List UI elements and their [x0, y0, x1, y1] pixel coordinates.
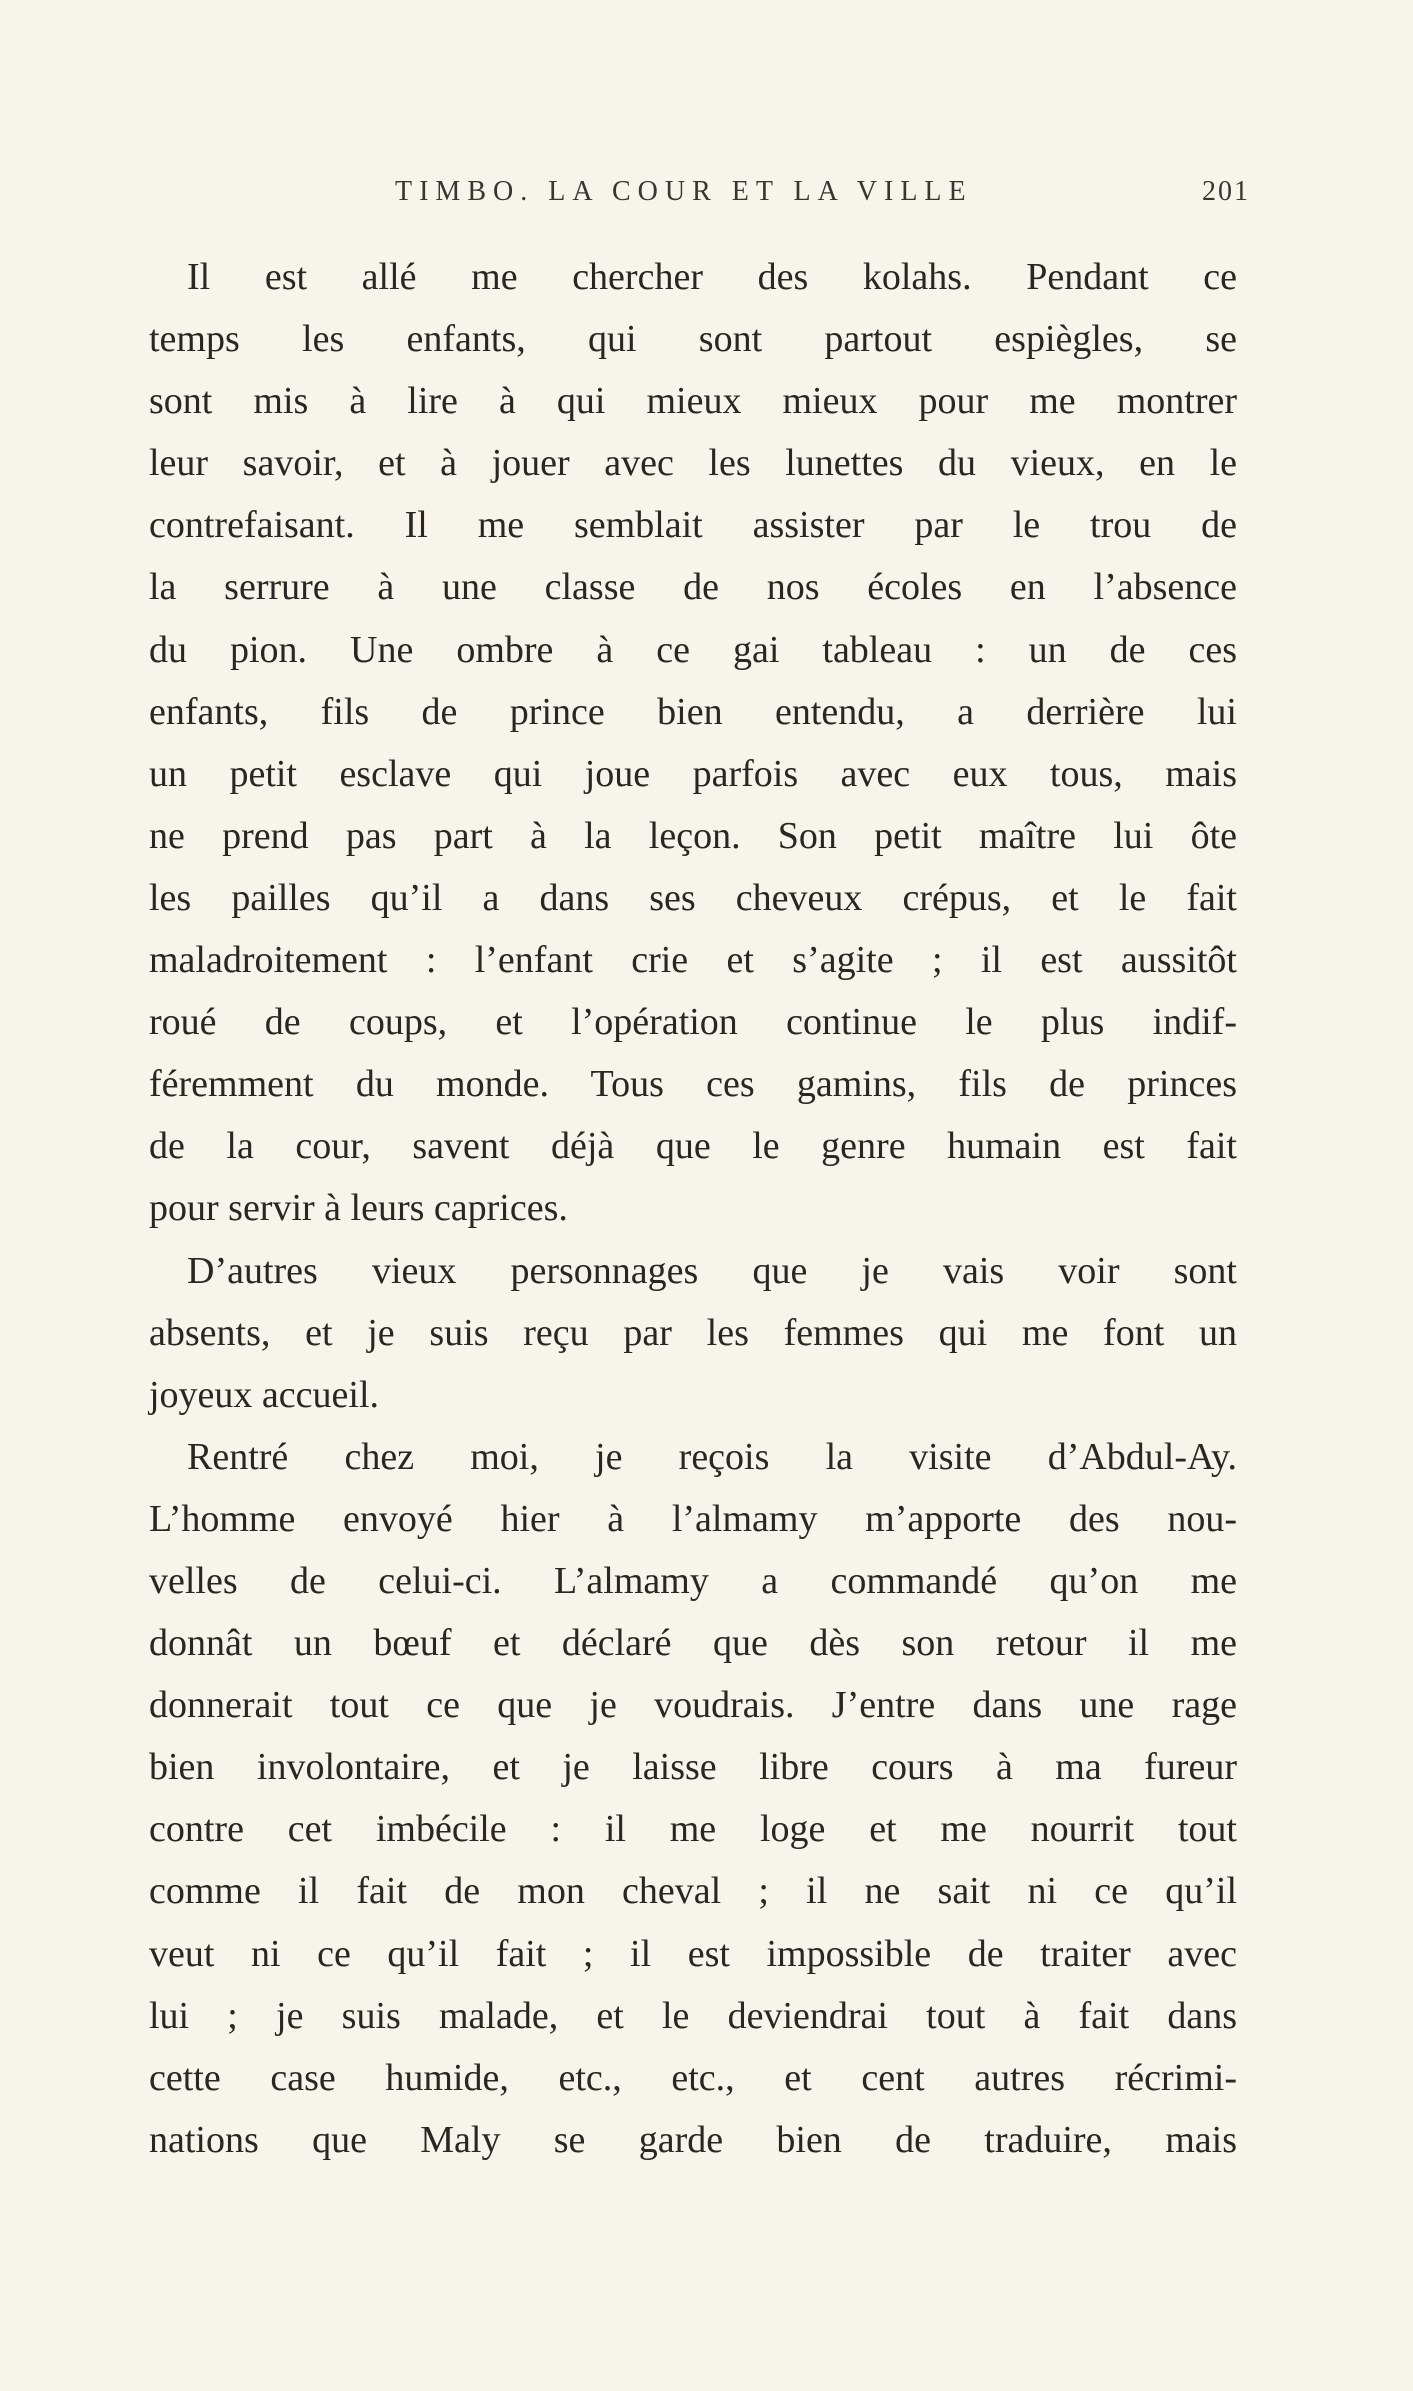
text-line: maladroitement : l’enfant crie et s’agite ; il est aussitôt [149, 939, 1237, 982]
text-line: lui ; je suis malade, et le deviendrai tout à fait dans [149, 1994, 1237, 2037]
text-line: de la cour, savent déjà que le genre humain est fait [149, 1125, 1237, 1168]
text-line: la serrure à une classe de nos écoles en l’absence [149, 566, 1237, 609]
text-line: donnerait tout ce que je voudrais. J’entre dans une rage [149, 1684, 1237, 1727]
text-line: velles de celui-ci. L’almamy a commandé qu’on me [149, 1559, 1237, 1602]
text-line: temps les enfants, qui sont partout espiègles, se [149, 318, 1237, 361]
text-line: veut ni ce qu’il fait ; il est impossible de traiter avec [149, 1932, 1237, 1975]
text-line: Il est allé me chercher des kolahs. Pendant ce [187, 256, 1237, 298]
text-line: L’homme envoyé hier à l’almamy m’apporte des nou- [149, 1497, 1237, 1540]
text-line: comme il fait de mon cheval ; il ne sait ni ce qu’il [149, 1870, 1237, 1913]
text-line: nations que Maly se garde bien de traduire, mais [149, 2118, 1237, 2161]
text-line: contrefaisant. Il me semblait assister par le trou de [149, 504, 1237, 547]
text-line: pour servir à leurs caprices. [149, 1187, 568, 1230]
text-line: joyeux accueil. [149, 1373, 380, 1416]
text-line: roué de coups, et l’opération continue le plus indif- [149, 1001, 1237, 1044]
text-line: contre cet imbécile : il me loge et me nourrit tout [149, 1808, 1237, 1851]
text-line: bien involontaire, et je laisse libre cours à ma fureur [149, 1746, 1237, 1789]
page-number: 201 [1202, 176, 1250, 207]
text-line: un petit esclave qui joue parfois avec eux tous, mais [149, 752, 1237, 795]
text-line: sont mis à lire à qui mieux mieux pour me montrer [149, 380, 1237, 423]
text-line: féremment du monde. Tous ces gamins, fils de princes [149, 1063, 1237, 1106]
text-line: cette case humide, etc., etc., et cent autres récrimi- [149, 2056, 1237, 2099]
text-line: absents, et je suis reçu par les femmes qui me font un [149, 1311, 1237, 1354]
running-title: TIMBO. LA COUR ET LA VILLE [395, 176, 973, 207]
text-line: ne prend pas part à la leçon. Son petit maître lui ôte [149, 814, 1237, 857]
text-line: Rentré chez moi, je reçois la visite d’Abdul-Ay. [187, 1435, 1237, 1478]
text-line: enfants, fils de prince bien entendu, a derrière lui [149, 690, 1237, 733]
running-head [0, 176, 1413, 216]
text-line: les pailles qu’il a dans ses cheveux crépus, et le fait [149, 876, 1237, 919]
text-line: du pion. Une ombre à ce gai tableau : un de ces [149, 628, 1237, 671]
body-text [149, 246, 1237, 2171]
text-line: leur savoir, et à jouer avec les lunettes du vieux, en le [149, 442, 1237, 485]
text-line: D’autres vieux personnages que je vais voir sont [187, 1249, 1237, 1292]
text-line: donnât un bœuf et déclaré que dès son retour il me [149, 1622, 1237, 1665]
